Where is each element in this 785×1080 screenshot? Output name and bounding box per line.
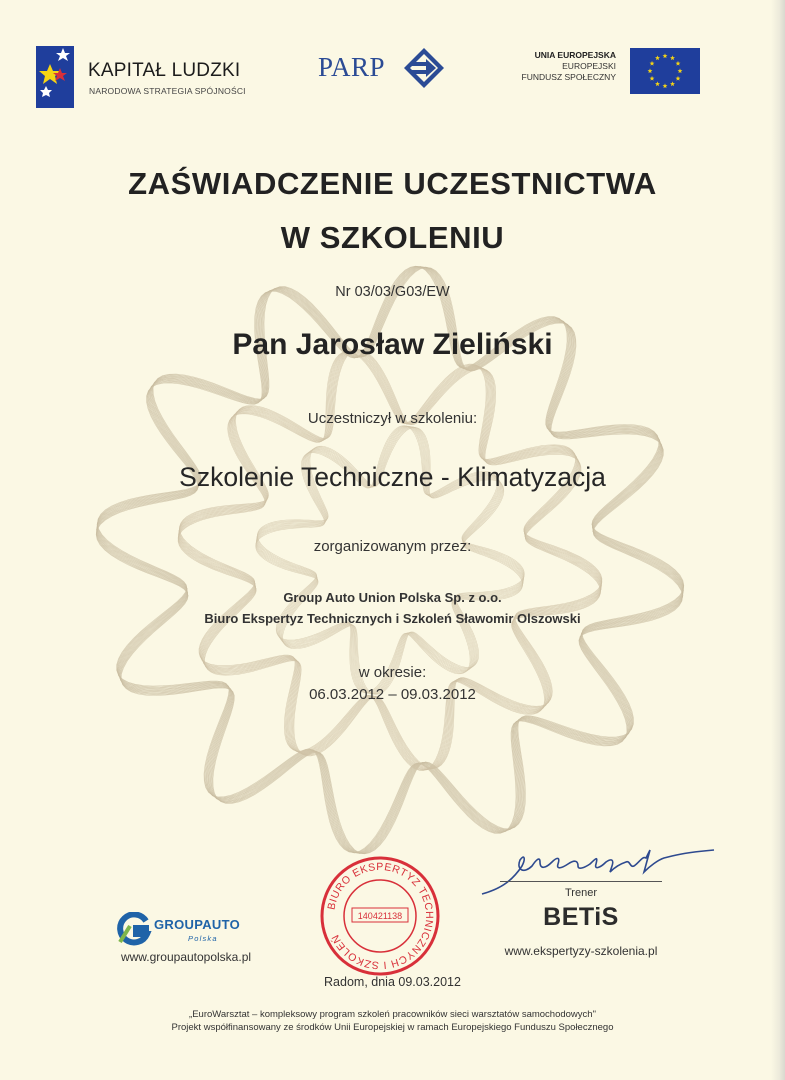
kapital-ludzki-logo [36,38,276,108]
groupauto-name: GROUPAUTO [154,917,241,932]
certificate-title-line1: ZAŚWIADCZENIE UCZESTNICTWA [128,166,657,201]
period-dates: 06.03.2012 – 09.03.2012 [309,686,476,703]
signature-line [500,881,662,882]
certificate-title-line2: W SZKOLENIU [280,220,505,255]
parp-logo [318,48,468,88]
period-label: w okresie: [358,664,427,681]
parp-name: PARP [318,52,386,82]
course-name: Szkolenie Techniczne - Klimatyzacja [179,462,606,492]
certificate-number: Nr 03/03/G03/EW [335,284,450,300]
parp-arrow-icon [404,48,444,88]
eu-line1: UNIA EUROPEJSKA [534,50,616,60]
organized-label: zorganizowanym przez: [313,538,472,555]
kapital-ludzki-subtitle: NARODOWA STRATEGIA SPÓJNOŚCI [89,86,246,96]
kapital-ludzki-stars-icon [36,38,78,108]
company-stamp [318,854,442,978]
footer-line1: „EuroWarsztat – kompleksowy program szkoleń pracowników sieci warsztatów samochodowych" [189,1009,596,1020]
groupauto-url: www.groupautopolska.pl [120,950,252,964]
eu-text [508,50,616,83]
place-and-date: Radom, dnia 09.03.2012 [324,975,461,989]
participated-label: Uczestniczył w szkoleniu: [307,410,478,427]
organizer-line1: Group Auto Union Polska Sp. z o.o. [283,590,502,605]
stamp-outer-text: BIURO EKSPERTYZ TECHNICZNYCH I SZKOLEŃ [325,860,436,972]
betis-logo: BETiS [543,903,619,931]
groupauto-logo [116,912,266,948]
eu-logo [508,48,708,98]
participant-name: Pan Jarosław Zieliński [232,328,553,361]
trainer-label: Trener [565,887,597,899]
footer-line2: Projekt współfinansowany ze środków Unii Europejskiej w ramach Europejskiego Funduszu Społecznego [171,1022,614,1033]
organizer-line2: Biuro Ekspertyz Technicznych i Szkoleń Sławomir Olszowski [204,611,581,626]
eu-line2: EUROPEJSKI [562,61,616,71]
eu-line3: FUNDUSZ SPOŁECZNY [521,72,616,82]
eu-flag-icon [630,48,700,94]
stamp-number: 140421138 [357,911,403,921]
groupauto-sub: Polska [188,934,218,943]
betis-url: www.ekspertyzy-szkolenia.pl [504,944,658,958]
groupauto-g-icon [116,912,152,946]
kapital-ludzki-title: KAPITAŁ LUDZKI [88,60,241,81]
